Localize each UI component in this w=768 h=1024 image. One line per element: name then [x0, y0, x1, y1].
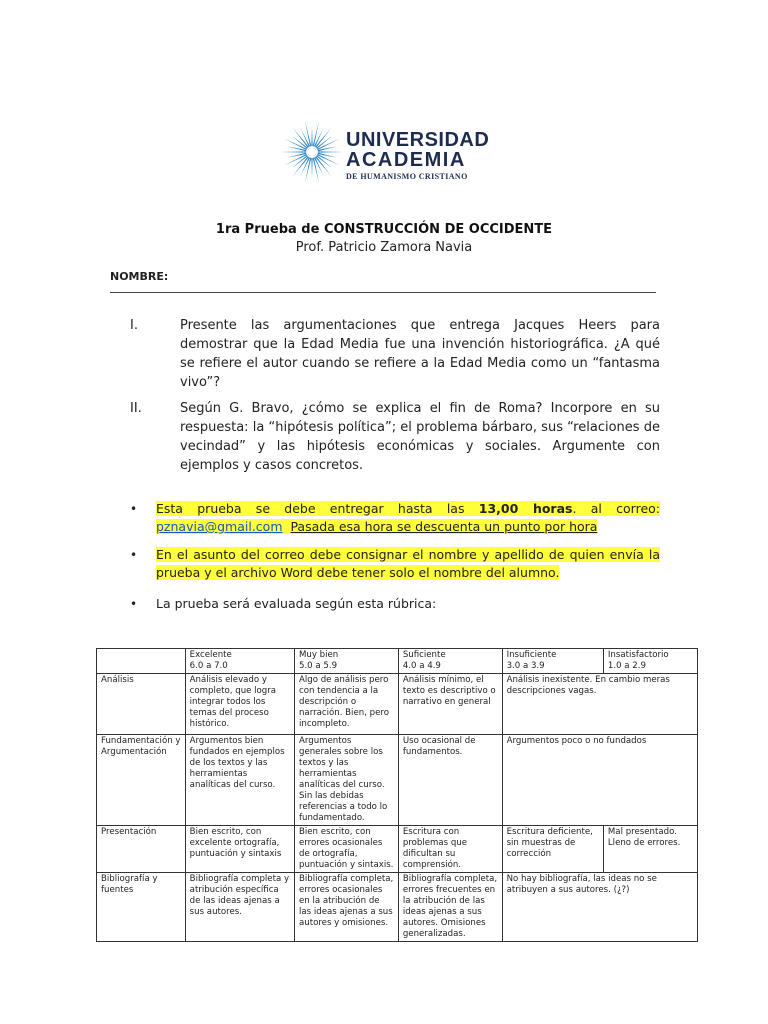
question-1 — [130, 316, 660, 392]
table-cell: Bibliografía completa, errores frecuentes en la atribución de las ideas ajenas a sus autores. Omisiones generalizadas. — [398, 873, 502, 942]
table-header-cell — [603, 649, 697, 674]
table-cell: Bibliografía completa, errores ocasionales en la atribución de las ideas ajenas a sus autores y omisiones. — [294, 873, 398, 942]
criterion-cell: Bibliografía y fuentes — [97, 873, 186, 942]
table-cell: Bibliografía completa y atribución específica de las ideas ajenas a sus autores. — [185, 873, 294, 942]
logo-ray — [281, 151, 306, 152]
table-cell: Mal presentado. Lleno de errores. — [603, 826, 697, 873]
table-cell: Análisis mínimo, el texto es descriptivo o narrativo en general — [398, 674, 502, 735]
header-very-good: Muy bien 5.0 a 5.9 — [298, 650, 339, 671]
starburst-logo-icon — [280, 112, 344, 194]
logo-wordmark — [346, 130, 489, 181]
professor-name: Prof. Patricio Zamora Navia — [295, 240, 473, 255]
criterion-cell: Presentación — [97, 826, 186, 873]
logo-ray — [318, 151, 343, 152]
logo-ray — [311, 126, 312, 146]
logo-ray — [318, 153, 338, 158]
table-header-cell — [185, 649, 294, 674]
instruction-subject — [130, 546, 660, 582]
table-cell: Argumentos bien fundados en ejemplos de los textos y las herramientas analíticas del curso. — [185, 735, 294, 826]
bullet-icon: • — [130, 597, 138, 611]
table-cell: Argumentos poco o no fundados — [502, 735, 697, 826]
deadline-text-mid: . al correo: — [572, 501, 660, 516]
table-header-row — [97, 649, 698, 674]
rubric-intro-text: La prueba será evaluada según esta rúbrica: — [156, 596, 437, 611]
logo-line-3: DE HUMANISMO CRISTIANO — [346, 172, 468, 181]
bullet-icon: • — [130, 502, 138, 516]
table-header-cell — [294, 649, 398, 674]
logo-ray — [293, 156, 309, 176]
instruction-rubric — [130, 595, 660, 613]
criterion-cell: Fundamentación y Argumentación — [97, 735, 186, 826]
table-cell: Análisis elevado y completo, que logra integrar todos los temas del proceso histórico. — [185, 674, 294, 735]
logo-ray — [313, 158, 319, 183]
exam-title: 1ra Prueba de CONSTRUCCIÓN DE OCCIDENTE — [215, 222, 553, 237]
deadline-time: 13,00 horas — [478, 501, 573, 516]
logo-ray — [305, 122, 311, 147]
criterion-cell: Análisis — [97, 674, 186, 735]
logo-ray — [287, 146, 307, 151]
name-label: NOMBRE: — [110, 270, 169, 283]
question-text: Presente las argumentaciones que entrega Jacques Heers para demostrar que la Edad Media fue una invención historiográfica. ¿A qué se refiere el autor cuando se refiere a la Edad Media como un “fantasma vivo”? — [180, 318, 660, 390]
header-insufficient: Insuficiente 3.0 a 3.9 — [506, 650, 557, 671]
table-cell: Escritura deficiente, sin muestras de corrección — [502, 826, 603, 873]
subject-text: En el asunto del correo debe consignar el nombre y apellido de quien envía la prueba y el archivo Word debe tener solo el nombre del alumno. — [156, 547, 660, 580]
question-text: Según G. Bravo, ¿cómo se explica el fin de Roma? Incorpore en su respuesta: la “hipótesis política”; el problema bárbaro, sus “relaciones de vecindad” y las hipótesis económicas y sociales. Argumente con ejemplos y casos concretos. — [180, 401, 660, 473]
table-row — [97, 873, 698, 942]
name-line — [110, 292, 656, 293]
logo-ray — [315, 156, 331, 176]
table-cell: Argumentos generales sobre los textos y las herramientas analíticas del curso. Sin las debidas referencias a todo lo fundamentado. — [294, 735, 398, 826]
table-header-cell — [97, 649, 186, 674]
logo-ray — [315, 128, 331, 148]
table-row — [97, 735, 698, 826]
email-link[interactable]: pznavia@gmail.com — [156, 519, 283, 534]
logo-ray — [305, 158, 311, 183]
logo-ray — [293, 128, 309, 148]
logo-ray — [311, 158, 312, 178]
question-number: I. — [130, 318, 138, 333]
table-row — [97, 674, 698, 735]
question-number: II. — [130, 401, 142, 416]
rubric-table — [96, 648, 698, 942]
bullet-icon: • — [130, 548, 138, 562]
logo-center — [307, 147, 317, 157]
logo-ray — [318, 146, 338, 151]
deadline-text-pre: Esta prueba se debe entregar hasta las — [156, 501, 479, 516]
table-cell: Análisis inexistente. En cambio meras descripciones vagas. — [502, 674, 697, 735]
penalty-note: Pasada esa hora se descuenta un punto por hora — [290, 519, 598, 534]
table-cell: Bien escrito, con errores ocasionales de ortografía, puntuación y sintaxis. — [294, 826, 398, 873]
logo-line-1: UNIVERSIDAD — [346, 129, 490, 151]
table-cell: Uso ocasional de fundamentos. — [398, 735, 502, 826]
logo-ray — [287, 153, 307, 158]
table-cell: No hay bibliografía, las ideas no se atribuyen a sus autores. (¿?) — [502, 873, 697, 942]
header-excellent: Excelente 6.0 a 7.0 — [189, 650, 232, 671]
table-cell: Escritura con problemas que dificultan su comprensión. — [398, 826, 502, 873]
header-unsatisfactory: Insatisfactorio 1.0 a 2.9 — [607, 650, 669, 671]
table-header-cell — [502, 649, 603, 674]
header-sufficient: Suficiente 4.0 a 4.9 — [402, 650, 446, 671]
table-header-cell — [398, 649, 502, 674]
logo-line-2: ACADEMIA — [346, 149, 466, 171]
instruction-deadline — [130, 500, 660, 536]
table-row — [97, 826, 698, 873]
university-logo — [280, 112, 500, 198]
logo-ray — [313, 122, 319, 147]
table-cell: Algo de análisis pero con tendencia a la descripción o narración. Bien, pero incompleto. — [294, 674, 398, 735]
deadline-highlight — [156, 501, 660, 534]
question-2 — [130, 399, 660, 475]
table-cell: Bien escrito, con excelente ortografía, puntuación y sintaxis — [185, 826, 294, 873]
